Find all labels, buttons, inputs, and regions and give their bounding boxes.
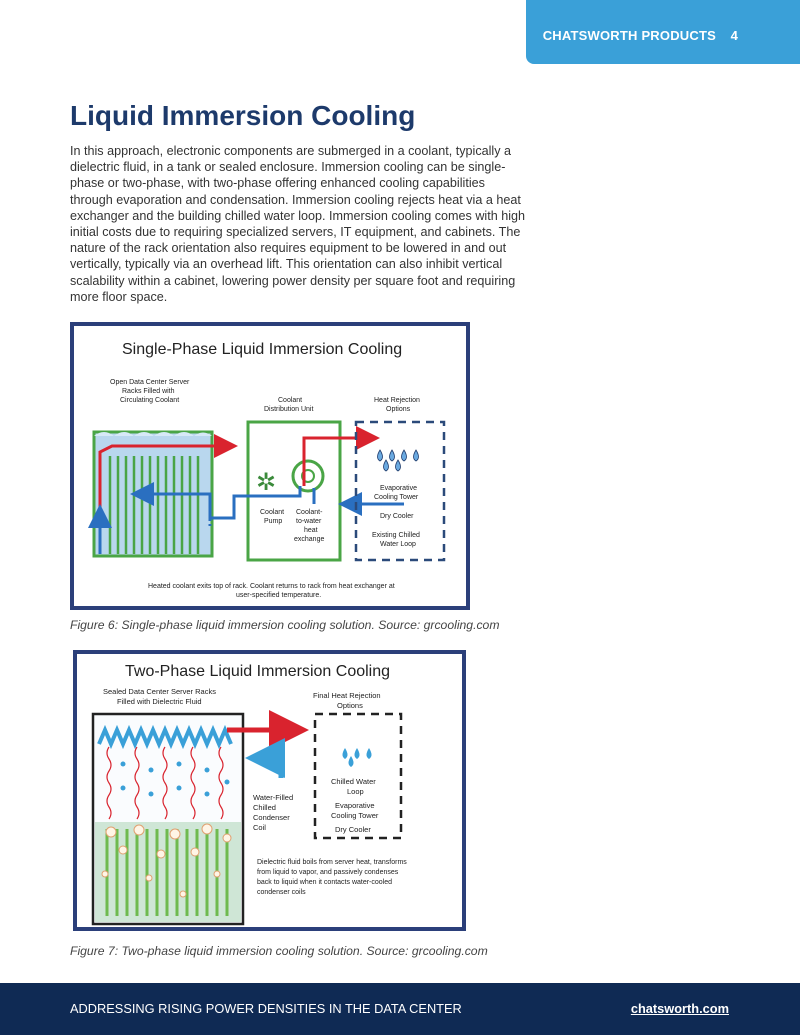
fig2-label-final-1: Final Heat Rejection [313, 691, 381, 700]
header-tab [526, 0, 800, 64]
body-paragraph: In this approach, electronic components are submerged in a coolant, typically a dielectric fluid, in a tank or sealed enclosure. Immersion cooling can be single-phase or two-phase, with two-phase offering enhanced cooling capabilities through evaporation and condensation. Immersion cooling rejects heat via a heat exchanger and the building chilled water loop. Immersion cooling comes with high initial costs due to requiring specialized servers, IT equipment, and cabinets. The nature of the rack orientation also requires equipment to be lowered in and out vertically, typically via an overhead lift. This orientation can also inhibit vertical scalability within a cabinet, lowering power density per square foot and requiring more floor space. [70, 144, 526, 304]
fig2-label-coil-4: Coil [253, 823, 266, 832]
fig1-label-existing-2: Water Loop [380, 541, 416, 548]
footer-title: ADDRESSING RISING POWER DENSITIES IN THE DATA CENTER [70, 1001, 462, 1016]
fig1-label-racks-1: Open Data Center Server [110, 379, 190, 386]
fig1-label-existing-1: Existing Chilled [372, 532, 420, 539]
fig1-label-hx-4: exchange [294, 536, 325, 543]
fig2-title: Two-Phase Liquid Immersion Cooling [125, 663, 391, 680]
fig2-label-coil-2: Chilled [253, 803, 276, 812]
fig2-label-coil-3: Condenser [253, 813, 290, 822]
fig2-note-3: back to liquid when it contacts water-cooled [257, 879, 393, 886]
fig1-note-2: user-specified temperature. [236, 592, 322, 599]
fig1-label-evap-1: Evaporative [380, 485, 417, 492]
fig1-label-pump-2: Pump [264, 518, 283, 525]
fig1-label-racks-2: Racks Filled with [122, 388, 175, 395]
fig1-pump-fan-icon: ✲ [256, 469, 277, 496]
figure7-caption: Figure 7: Two-phase liquid immersion cooling solution. Source: grcooling.com [70, 944, 488, 958]
fig1-title: Single-Phase Liquid Immersion Cooling [122, 341, 403, 358]
fig1-label-heat-1: Heat Rejection [374, 397, 420, 404]
fig2-label-evap-2: Cooling Tower [331, 811, 379, 820]
fig2-label-racks-2: Filled with Dielectric Fluid [117, 697, 202, 706]
page-title: Liquid Immersion Cooling [70, 100, 416, 131]
fig2-label-chilled-1: Chilled Water [331, 777, 376, 786]
footer-link[interactable]: chatsworth.com [630, 1001, 729, 1016]
fig1-water-drops-icon [378, 450, 419, 471]
fig2-note-4: condenser coils [257, 889, 306, 896]
fig2-note-2: from liquid to vapor, and passively condenses [257, 869, 399, 876]
fig2-label-chilled-2: Loop [347, 787, 364, 796]
fig2-label-racks-1: Sealed Data Center Server Racks [103, 687, 216, 696]
fig1-label-heat-2: Options [386, 406, 411, 413]
fig1-label-racks-3: Circulating Coolant [120, 397, 180, 404]
fig1-label-pump-1: Coolant [260, 509, 285, 516]
two-phase-diagram [77, 654, 462, 927]
page-number: 4 [730, 28, 738, 43]
fig1-label-hx-1: Coolant- [296, 509, 323, 516]
fig1-label-hx-3: heat [304, 527, 318, 534]
fig2-note-1: Dielectric fluid boils from server heat, transforms [257, 859, 407, 866]
figure-two-phase [73, 650, 466, 931]
fig2-label-coil-1: Water-Filled [253, 793, 294, 802]
single-phase-diagram [74, 326, 466, 606]
fig1-label-dry: Dry Cooler [380, 513, 414, 520]
fig1-label-cdu-1: Coolant [278, 397, 303, 404]
fig1-label-evap-2: Cooling Tower [374, 494, 419, 501]
figure6-caption: Figure 6: Single-phase liquid immersion cooling solution. Source: grcooling.com [70, 618, 500, 632]
page-footer [0, 983, 800, 1035]
fig1-label-cdu-2: Distribution Unit [264, 406, 314, 413]
fig2-cold-arrow [255, 758, 281, 778]
fig1-note-1: Heated coolant exits top of rack. Coolant returns to rack from heat exchanger at [148, 583, 395, 590]
fig1-label-hx-2: to-water [296, 518, 322, 525]
fig2-label-dry: Dry Cooler [335, 825, 371, 834]
header-brand: CHATSWORTH PRODUCTS [542, 28, 716, 43]
figure-single-phase [70, 322, 470, 610]
fig2-water-drops-icon [343, 748, 372, 767]
fig2-label-final-2: Options [337, 701, 363, 710]
fig2-label-evap-1: Evaporative [335, 801, 375, 810]
